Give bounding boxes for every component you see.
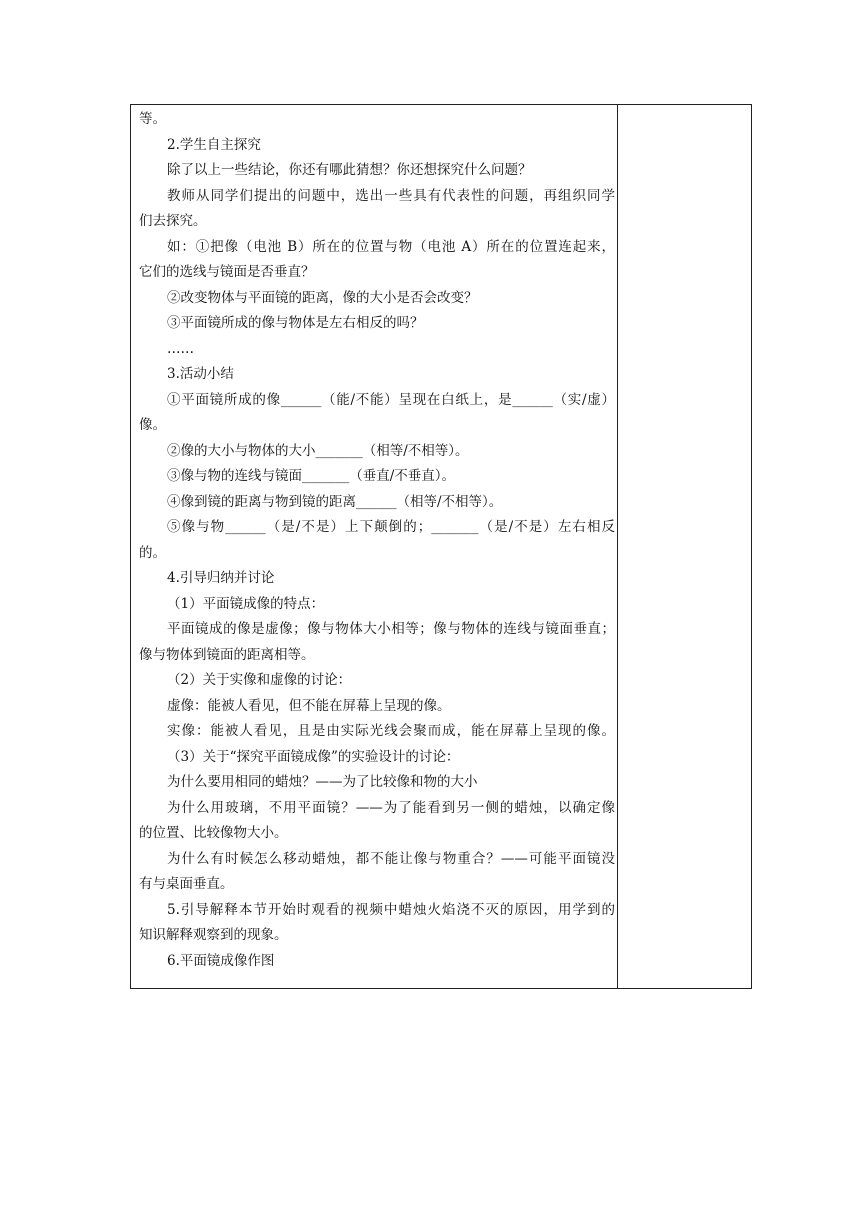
text-line: ②像的大小与物体的大小_______（相等/不相等）。 xyxy=(167,442,469,459)
text-line: 等。 xyxy=(139,111,166,127)
text-line: 5.引导解释本节开始时观看的视频中蜡烛火焰浇不灭的原因，用学到的 xyxy=(167,901,615,918)
text-line: 的位置、比较像物大小。 xyxy=(139,825,288,841)
text-line: ③像与物的连线与镜面_______（垂直/不垂直）。 xyxy=(167,468,456,484)
text-line: （3）关于“探究平面镜成像”的实验设计的讨论： xyxy=(167,748,460,765)
text-line: 为什么有时候怎么移动蜡烛，都不能让像与物重合？——可能平面镜没 xyxy=(167,850,615,867)
text-line: 它们的选线与镜面是否垂直？ xyxy=(139,264,315,280)
text-line: 的。 xyxy=(139,544,166,561)
lesson-table xyxy=(130,104,752,989)
text-line: 2.学生自主探究 xyxy=(167,136,261,153)
text-line: 如：①把像（电池 B）所在的位置与物（电池 A）所在的位置连起来， xyxy=(167,238,615,255)
text-line: 实像：能被人看见，且是由实际光线会聚而成，能在屏幕上呈现的像。 xyxy=(167,723,615,739)
content-cell xyxy=(139,109,615,976)
text-line: ①平面镜所成的像______（能/不能）呈现在白纸上，是______（实/虚） xyxy=(167,391,615,408)
text-line: 4.引导归纳并讨论 xyxy=(167,570,275,586)
text-line: 虚像：能被人看见，但不能在屏幕上呈现的像。 xyxy=(167,697,451,714)
text-line: ⑤像与物______（是/不是）上下颠倒的；_______（是/不是）左右相反 xyxy=(167,519,615,535)
text-line: 3.活动小结 xyxy=(167,366,234,382)
text-line: 为什么要用相同的蜡烛？——为了比较像和物的大小 xyxy=(167,774,478,790)
text-line: 除了以上一些结论，你还有哪此猜想？你还想探究什么问题？ xyxy=(167,162,532,178)
text-line: ④像到镜的距离与物到镜的距离______（相等/不相等）。 xyxy=(167,493,503,510)
text-line: 平面镜成的像是虚像；像与物体大小相等；像与物体的连线与镜面垂直； xyxy=(167,621,615,637)
text-line: 有与桌面垂直。 xyxy=(139,876,234,892)
notes-cell xyxy=(618,105,751,988)
text-line: 为什么用玻璃，不用平面镜？——为了能看到另一侧的蜡烛，以确定像 xyxy=(167,799,615,816)
text-line: 们去探究。 xyxy=(139,213,207,229)
text-line: 像。 xyxy=(139,417,166,433)
text-line: 教师从同学们提出的问题中，选出一些具有代表性的问题，再组织同学 xyxy=(167,187,615,204)
text-line: 像与物体到镜面的距离相等。 xyxy=(139,646,315,663)
text-line: 6.平面镜成像作图 xyxy=(167,952,275,969)
text-line: ③平面镜所成的像与物体是左右相反的吗？ xyxy=(167,315,424,331)
text-line: （1）平面镜成像的特点： xyxy=(167,595,325,612)
text-line: 知识解释观察到的现象。 xyxy=(139,927,288,943)
text-line: …… xyxy=(167,340,194,357)
text-line: ②改变物体与平面镜的距离，像的大小是否会改变？ xyxy=(167,289,478,306)
text-line: （2）关于实像和虚像的讨论： xyxy=(167,672,352,688)
